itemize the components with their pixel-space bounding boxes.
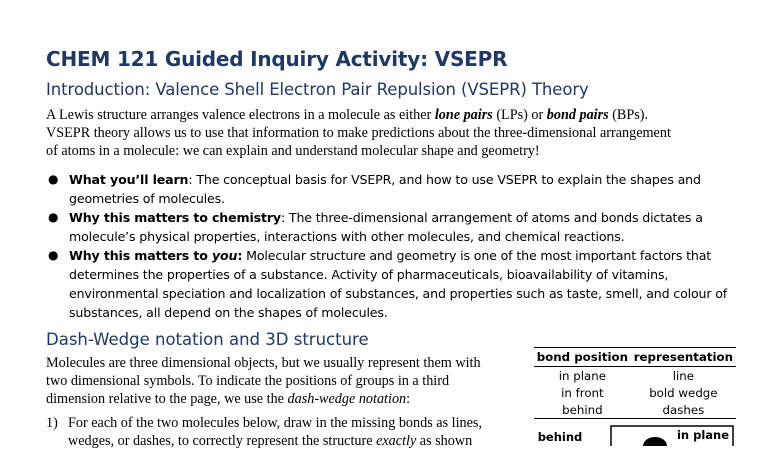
intro-text: (LPs) or — [492, 107, 547, 123]
dash-wedge-paragraph — [46, 354, 526, 408]
diagram-behind-label: behind — [537, 430, 583, 444]
intro-paragraph — [46, 106, 746, 160]
table-cell: in front — [561, 385, 604, 400]
dash-wedge-term: dash-wedge notation — [287, 391, 407, 407]
paragraph-line: Molecules are three dimensional objects, but we usually represent them with — [46, 355, 481, 371]
bullet-text: environmental speciation and localization of substances, and properties such as taste, smell, and colour of — [69, 286, 728, 301]
table-cell: line — [672, 368, 695, 383]
question-number: 1) — [46, 415, 58, 431]
table-cell: behind — [534, 401, 631, 419]
bullet-label-text: : — [237, 248, 243, 263]
bullet-text: geometries of molecules. — [69, 191, 225, 206]
bullet-dot: ● — [48, 248, 59, 262]
diagram-in-plane-label: in plane — [676, 428, 730, 442]
intro-line-1 — [46, 106, 746, 124]
bullet-label-emphasis: you — [211, 248, 238, 263]
bullet-text: molecule’s physical properties, interactions with other molecules, and chemical reactions. — [69, 229, 625, 244]
question-1 — [46, 414, 526, 450]
paragraph-text: : — [406, 391, 411, 407]
bullet-why-chemistry — [46, 208, 746, 246]
bullet-label: What you’ll learn — [69, 172, 189, 187]
question-emphasis: exactly — [376, 433, 417, 449]
section-heading-dash-wedge: Dash-Wedge notation and 3D structure — [46, 330, 369, 349]
bullet-text: Molecular structure and geometry is one of the most important factors that — [242, 248, 712, 263]
intro-text: (BPs). — [608, 107, 649, 123]
question-line: For each of the two molecules below, draw in the missing bonds as lines, — [68, 415, 482, 431]
table-cell: in plane — [558, 368, 606, 383]
question-text: wedges, or dashes, to correctly represent the structure — [68, 433, 377, 449]
paragraph-line — [46, 390, 526, 408]
table-cell: bold wedge — [649, 385, 718, 400]
table-row — [534, 401, 736, 419]
paragraph-text: dimension relative to the page, we use the — [46, 391, 288, 407]
table-header-row — [534, 348, 736, 367]
header-bond-position: bond position — [534, 348, 631, 367]
bullet-text: substances, all depend on the shapes of molecules. — [69, 305, 388, 320]
bullet-why-you — [46, 246, 746, 322]
bond-pairs-term: bond pairs — [546, 107, 609, 123]
intro-line-2: VSEPR theory allows us to use that information to make predictions about the three-dimensional arrangement — [46, 125, 671, 141]
diagram-central-atom — [643, 437, 667, 446]
table-cell: dashes — [631, 401, 736, 419]
bullet-text: : The conceptual basis for VSEPR, and how to use VSEPR to explain the shapes and — [188, 172, 701, 187]
bullet-label — [69, 248, 242, 263]
page-subtitle: Introduction: Valence Shell Electron Pair Repulsion (VSEPR) Theory — [46, 80, 589, 99]
bullet-label-text: Why this matters to — [69, 248, 212, 263]
bullet-text: determines the properties of a substance. Activity of pharmaceuticals, bioavailability of vitamins, — [69, 267, 669, 282]
intro-line-3: of atoms in a molecule: we can explain and understand molecular shape and geometry! — [46, 143, 540, 159]
lone-pairs-term: lone pairs — [434, 107, 493, 123]
bullet-list — [46, 170, 746, 322]
paragraph-line: two dimensional symbols. To indicate the positions of groups in a third — [46, 373, 450, 389]
dash-wedge-diagram — [534, 422, 736, 446]
question-line — [46, 432, 526, 450]
bullet-what-youll-learn — [46, 170, 746, 208]
bullet-label: Why this matters to chemistry — [69, 210, 281, 225]
question-text: as shown — [416, 433, 473, 449]
bullet-text: : The three-dimensional arrangement of atoms and bonds dictates a — [280, 210, 703, 225]
table-row — [534, 367, 736, 385]
table-row — [534, 384, 736, 401]
header-representation: representation — [631, 348, 736, 367]
intro-text: A Lewis structure arranges valence electrons in a molecule as either — [46, 107, 435, 123]
bullet-dot: ● — [48, 210, 59, 224]
page-title: CHEM 121 Guided Inquiry Activity: VSEPR — [46, 47, 508, 71]
dash-wedge-notation-table — [534, 347, 736, 419]
bullet-dot: ● — [48, 172, 59, 186]
